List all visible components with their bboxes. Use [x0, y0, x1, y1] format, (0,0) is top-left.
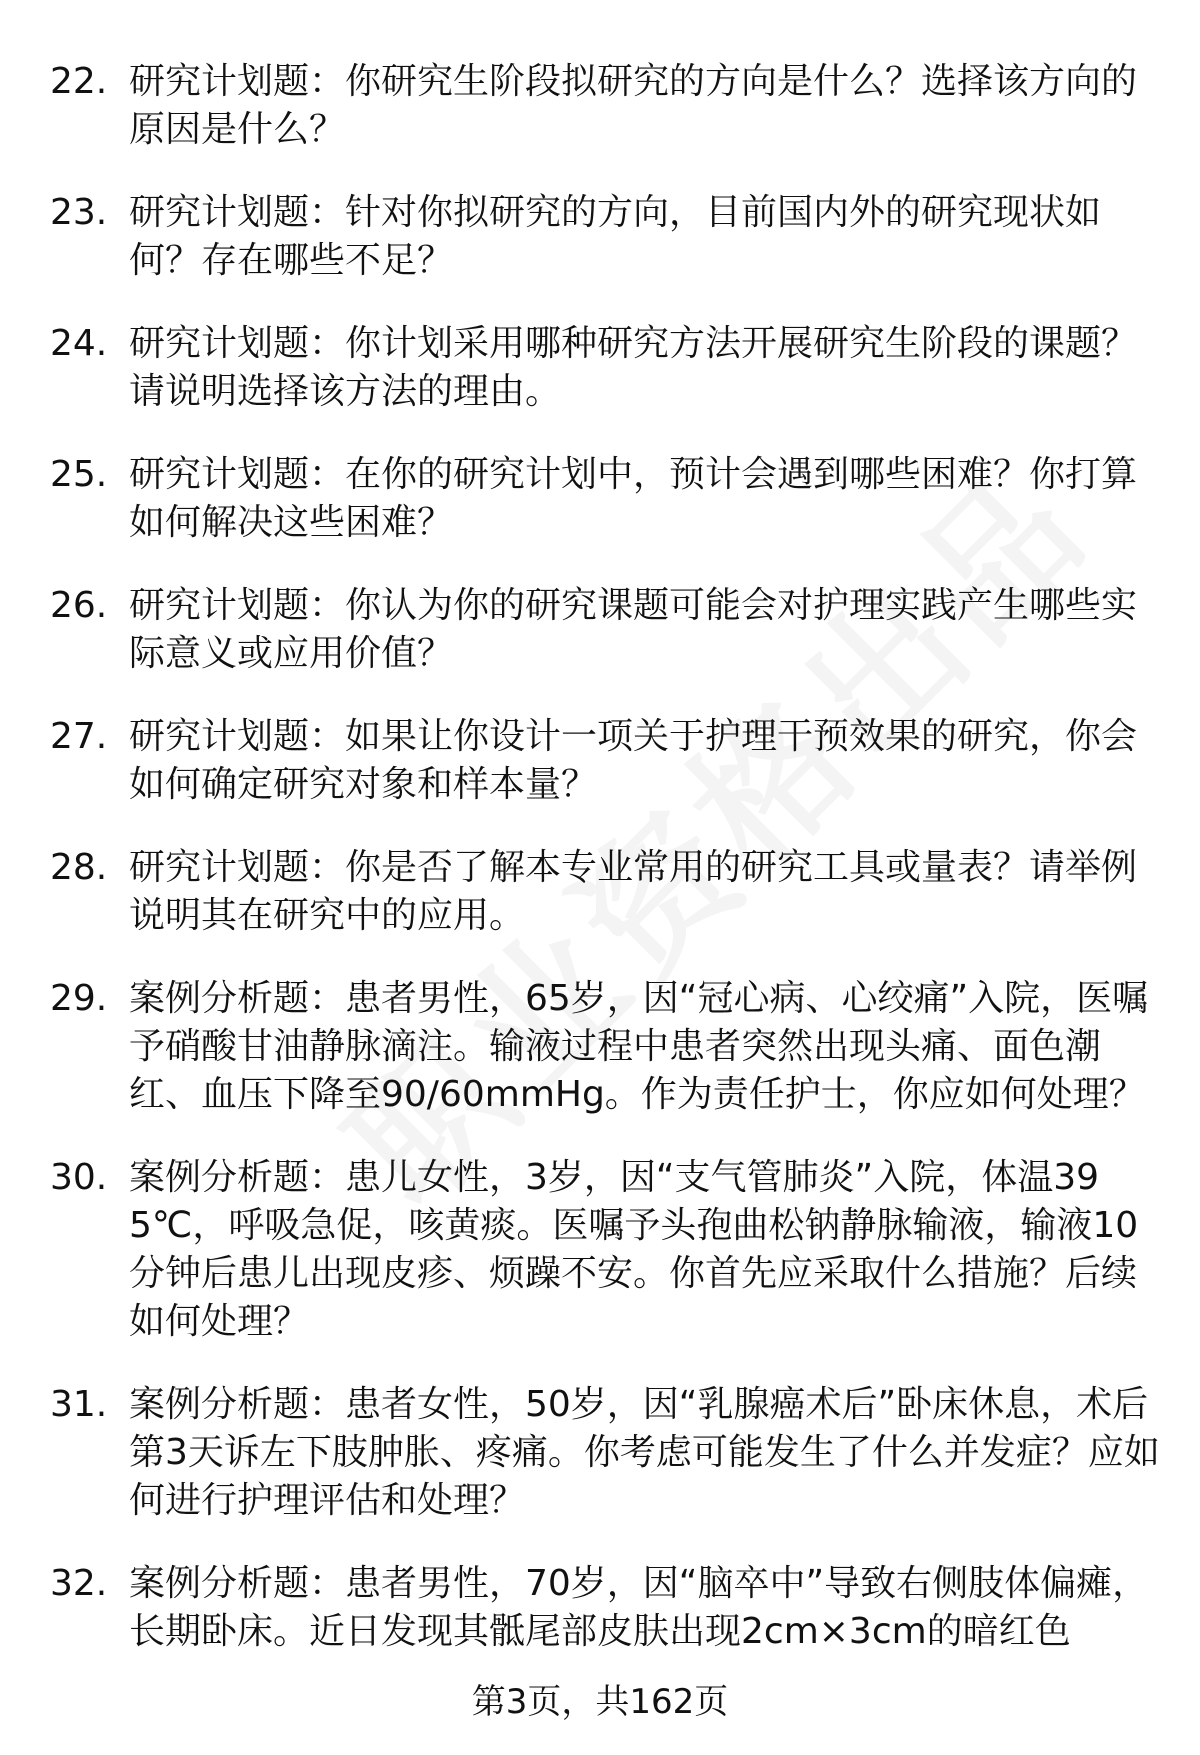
question-item — [50, 582, 1160, 678]
question-number: 31. — [50, 1384, 108, 1425]
question-item — [50, 189, 1160, 285]
question-item — [50, 451, 1160, 547]
question-number: 28. — [50, 847, 108, 888]
question-text: 研究计划题：针对你拟研究的方向，目前国内外的研究现状如何？存在哪些不足？ — [129, 192, 1102, 281]
question-number: 32. — [50, 1563, 108, 1604]
question-number: 27. — [50, 716, 108, 757]
question-text: 案例分析题：患者男性，65岁，因“冠心病、心绞痛”入院，医嘱予硝酸甘油静脉滴注。输液过程中患者突然出现头痛、面色潮红、血压下降至90/60mmHg。作为责任护士，你应如何处理？ — [129, 978, 1149, 1115]
question-item — [50, 320, 1160, 416]
question-text: 研究计划题：你是否了解本专业常用的研究工具或量表？请举例说明其在研究中的应用。 — [129, 847, 1138, 936]
question-text: 案例分析题：患者女性，50岁，因“乳腺癌术后”卧床休息，术后第3天诉左下肢肿胀、疼痛。你考虑可能发生了什么并发症？应如何进行护理评估和处理？ — [129, 1384, 1160, 1521]
question-number: 23. — [50, 192, 108, 233]
question-number: 24. — [50, 323, 108, 364]
question-item — [50, 1381, 1160, 1525]
question-text: 研究计划题：你计划采用哪种研究方法开展研究生阶段的课题？请说明选择该方法的理由。 — [129, 323, 1138, 412]
question-text: 研究计划题：在你的研究计划中，预计会遇到哪些困难？你打算如何解决这些困难？ — [129, 454, 1138, 543]
question-item — [50, 975, 1160, 1119]
question-text: 研究计划题：你认为你的研究课题可能会对护理实践产生哪些实际意义或应用价值？ — [129, 585, 1138, 674]
question-text: 研究计划题：你研究生阶段拟研究的方向是什么？选择该方向的原因是什么？ — [129, 61, 1138, 150]
question-item — [50, 1154, 1160, 1346]
question-item — [50, 1560, 1160, 1656]
question-number: 30. — [50, 1157, 108, 1198]
page-footer: 第3页，共162页 — [471, 1682, 729, 1722]
question-number: 26. — [50, 585, 108, 626]
question-text: 研究计划题：如果让你设计一项关于护理干预效果的研究，你会如何确定研究对象和样本量？ — [129, 716, 1138, 805]
question-number: 25. — [50, 454, 108, 495]
question-number: 29. — [50, 978, 108, 1019]
question-item — [50, 844, 1160, 940]
question-text: 案例分析题：患儿女性，3岁，因“支气管肺炎”入院，体温395℃，呼吸急促，咳黄痰。医嘱予头孢曲松钠静脉输液，输液10分钟后患儿出现皮疹、烦躁不安。你首先应采取什么措施？后续如何处理？ — [129, 1157, 1139, 1342]
question-list — [50, 58, 1160, 1691]
question-text: 案例分析题：患者男性，70岁，因“脑卒中”导致右侧肢体偏瘫，长期卧床。近日发现其骶尾部皮肤出现2cm×3cm的暗红色 — [129, 1563, 1149, 1652]
question-number: 22. — [50, 61, 108, 102]
question-item — [50, 58, 1160, 154]
question-item — [50, 713, 1160, 809]
